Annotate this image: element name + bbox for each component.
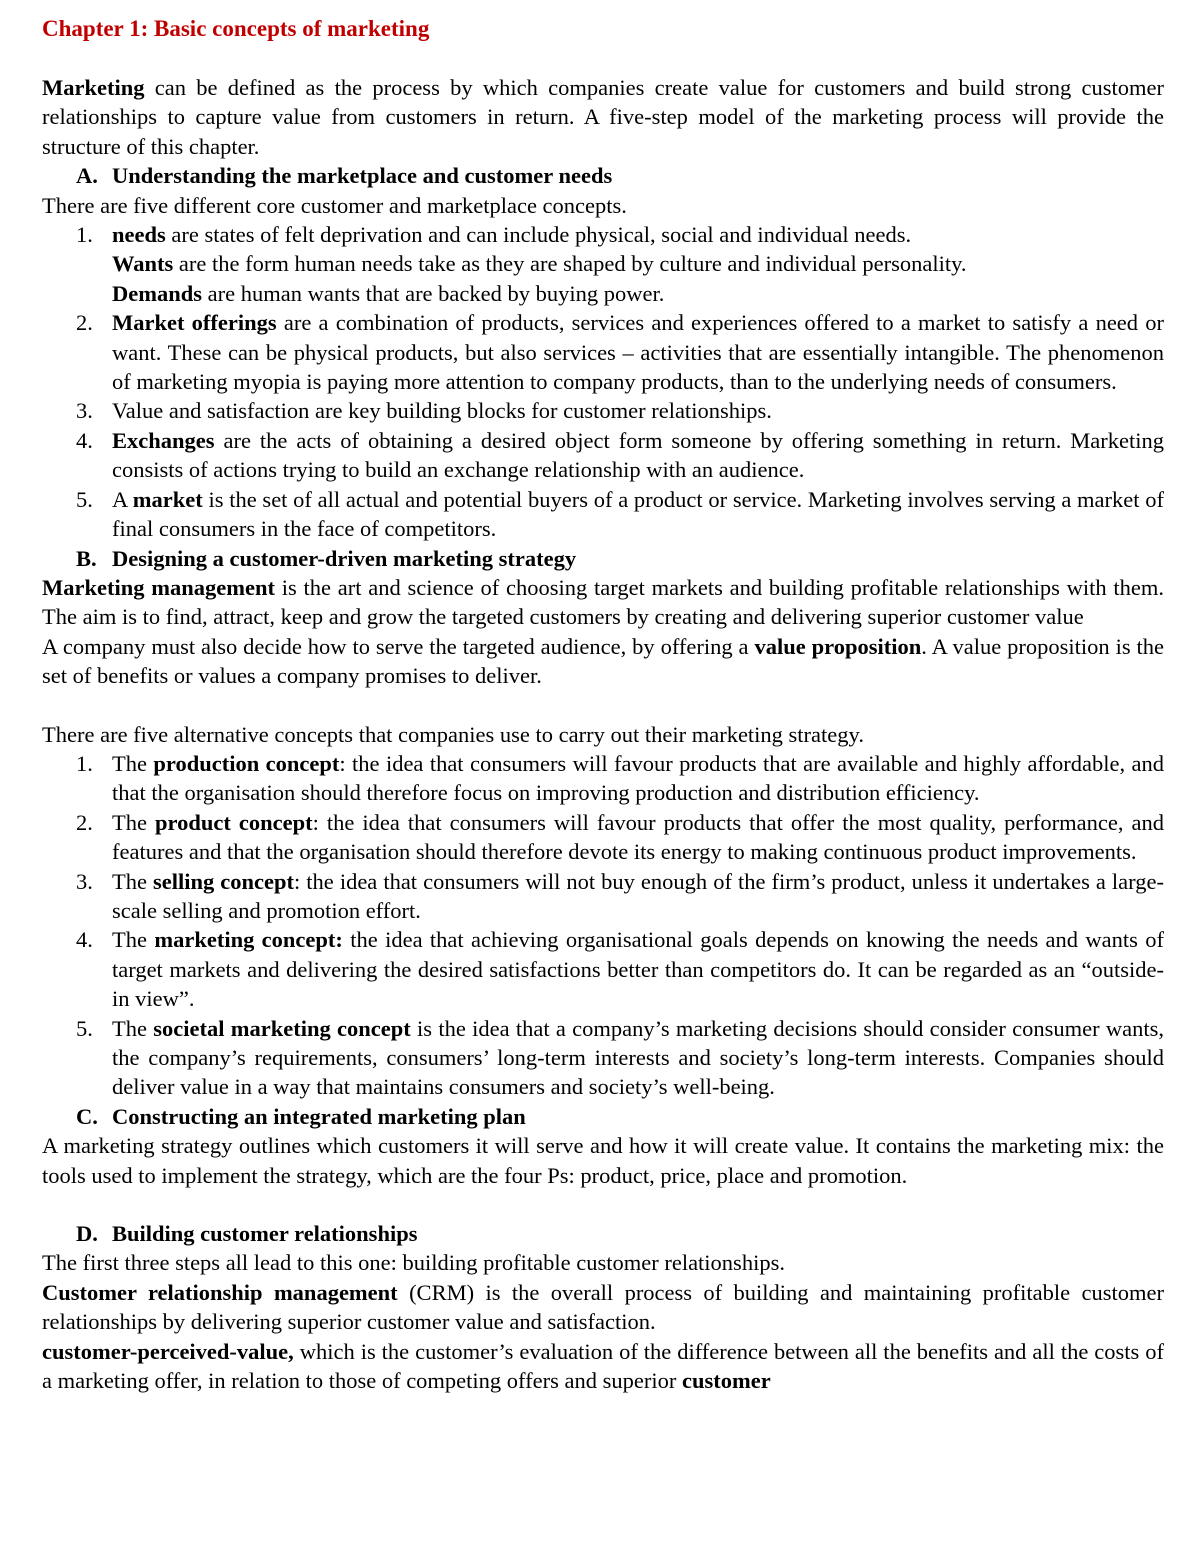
section-c-heading [42, 1102, 1164, 1131]
spacer [42, 1190, 1164, 1219]
list-item [42, 808, 1164, 867]
intro-text: can be defined as the process by which companies create value for customers and build strong customer relationships to capture value from customers in return. A five-step model of the marketing process will provide the structure of this chapter. [42, 75, 1164, 159]
item-text: are the form human needs take as they are shaped by culture and individual personality. [173, 251, 967, 277]
term: selling concept [153, 868, 295, 894]
item-text: : the idea that consumers will favour products that are available and highly affordable, and that the organisation should therefore focus on improving production and distribution efficiency. [112, 750, 1164, 806]
item-number: 4. [76, 927, 93, 953]
list-item [42, 867, 1164, 926]
item-number: 5. [76, 486, 93, 512]
item-number: 3. [76, 868, 93, 894]
section-letter: D. [76, 1221, 98, 1247]
item-text: are the acts of obtaining a desired object form someone by offering something in return. Marketing consists of actions trying to build an exchange relationship with an audience. [112, 427, 1164, 483]
item-body [112, 749, 1164, 808]
spacer [42, 691, 1164, 720]
section-d-paragraph-2 [42, 1278, 1164, 1337]
item-number: 2. [76, 310, 93, 336]
paragraph-text: A company must also decide how to serve the targeted audience, by offering a [42, 633, 755, 659]
term: Wants [112, 251, 174, 277]
term: Market offerings [112, 310, 277, 336]
section-d-heading [42, 1219, 1164, 1248]
section-a-list [42, 220, 1164, 543]
item-prefix: The [112, 1015, 154, 1041]
list-item [42, 749, 1164, 808]
term: marketing concept: [154, 927, 343, 953]
item-text: are states of felt deprivation and can include physical, social and individual needs. [165, 222, 912, 248]
item-body [112, 808, 1164, 867]
section-letter: A. [76, 163, 98, 189]
item-number: 1. [76, 750, 93, 776]
term: market [132, 486, 203, 512]
section-b-heading [42, 544, 1164, 573]
section-a-heading [42, 161, 1164, 190]
item-body [112, 308, 1164, 396]
paragraph-text: (CRM) is the overall process of building and maintaining profitable customer relationships by delivering superior customer value and satisfaction. [42, 1279, 1164, 1335]
section-a-lead: There are five different core customer and marketplace concepts. [42, 192, 627, 218]
section-b-paragraph-2 [42, 632, 1164, 691]
list-item [42, 1014, 1164, 1102]
item-text: : the idea that consumers will not buy enough of the firm’s product, unless it undertakes a large-scale selling and promotion effort. [112, 868, 1164, 923]
section-b-list [42, 749, 1164, 1102]
list-item [42, 220, 1164, 308]
item-text: the idea that achieving organisational goals depends on knowing the needs and wants of target markets and delivering the desired satisfactions better than competitors do. It can be regarded as an “outside-in view”. [112, 927, 1164, 1012]
term: needs [112, 222, 166, 248]
item-text: are a combination of products, services and experiences offered to a market to satisfy a need or want. These can be physical products, but also services – activities that are essentially intangible. The phenomenon of marketing myopia is paying more attention to company products, than to the underlying needs of consumers. [112, 310, 1164, 395]
item-number: 3. [76, 398, 93, 424]
intro-paragraph [42, 73, 1164, 161]
term: customer [681, 1368, 771, 1394]
item-text: is the idea that a company’s marketing decisions should consider consumer wants, the company’s requirements, consumers’ long-term interests and society’s long-term interests. Companies should deliver value in a way that maintains consumers and society’s well-being. [112, 1015, 1164, 1100]
section-letter: B. [76, 545, 97, 571]
item-number: 5. [76, 1015, 93, 1041]
term: Demands [112, 280, 203, 306]
spacer [42, 44, 1164, 73]
term: Marketing management [42, 574, 275, 600]
section-title: Designing a customer-driven marketing strategy [112, 545, 577, 571]
term: Customer relationship management [42, 1279, 398, 1305]
list-item [42, 925, 1164, 1013]
term: Exchanges [112, 427, 215, 453]
item-number: 4. [76, 427, 93, 453]
list-item [42, 485, 1164, 544]
item-text: : the idea that consumers will favour products that offer the most quality, performance, and features and that the organisation should therefore devote its energy to making continuous product improvements. [112, 809, 1164, 865]
section-c-paragraph: A marketing strategy outlines which customers it will serve and how it will create value. It contains the marketing mix: the tools used to implement the strategy, which are the four Ps: product, price, place and promotion. [42, 1133, 1164, 1188]
section-d-paragraph-1: The first three steps all lead to this one: building profitable customer relationships. [42, 1250, 785, 1276]
paragraph-text: is the art and science of choosing target markets and building profitable relationships with them. The aim is to find, attract, keep and grow the targeted customers by creating and delivering superior customer value [42, 574, 1164, 630]
item-prefix: The [112, 750, 154, 776]
term: value proposition [754, 633, 922, 659]
section-b-paragraph-1 [42, 573, 1164, 632]
list-item [42, 396, 1164, 425]
item-text: is the set of all actual and potential buyers of a product or service. Marketing involves serving a market of final consumers in the face of competitors. [112, 486, 1164, 542]
term: customer-perceived-value, [42, 1338, 294, 1364]
section-title: Constructing an integrated marketing plan [112, 1103, 526, 1129]
term: production concept [153, 750, 340, 776]
item-prefix: The [112, 868, 154, 894]
item-body [112, 1014, 1164, 1102]
term: product concept [155, 809, 313, 835]
intro-term: Marketing [42, 75, 145, 100]
item-body [112, 220, 1164, 308]
paragraph-text: . A value proposition is the set of benefits or values a company promises to deliver. [42, 633, 1164, 689]
item-prefix: A [112, 486, 133, 512]
section-d-paragraph-3 [42, 1337, 1164, 1396]
section-title: Building customer relationships [112, 1221, 418, 1247]
section-b-lead: There are five alternative concepts that companies use to carry out their marketing strategy. [42, 721, 864, 747]
item-text: are human wants that are backed by buying power. [202, 280, 665, 306]
item-body [112, 426, 1164, 485]
item-body [112, 867, 1164, 926]
chapter-title: Chapter 1: Basic concepts of marketing [42, 16, 430, 41]
section-letter: C. [76, 1103, 98, 1129]
item-body [112, 485, 1164, 544]
term: societal marketing concept [153, 1015, 411, 1041]
paragraph-text: which is the customer’s evaluation of the difference between all the benefits and all the costs of a marketing offer, in relation to those of competing offers and superior [42, 1338, 1164, 1394]
section-title: Understanding the marketplace and customer needs [112, 163, 613, 189]
item-body: Value and satisfaction are key building blocks for customer relationships. [112, 398, 772, 424]
item-number: 1. [76, 222, 93, 248]
item-prefix: The [112, 927, 155, 953]
list-item [42, 308, 1164, 396]
item-prefix: The [112, 809, 155, 835]
item-number: 2. [76, 809, 93, 835]
item-body [112, 925, 1164, 1013]
list-item [42, 426, 1164, 485]
